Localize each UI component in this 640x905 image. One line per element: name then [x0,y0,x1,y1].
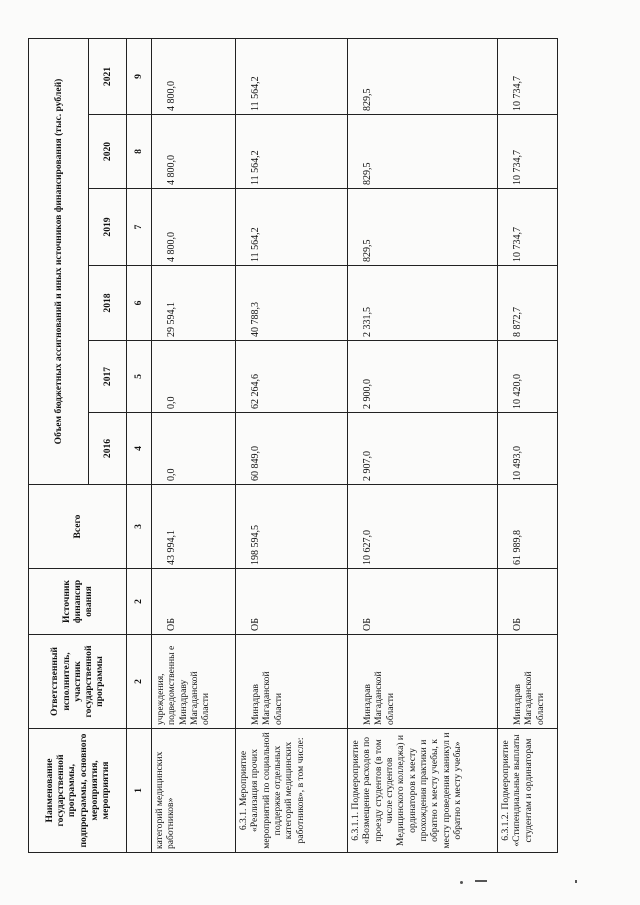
header-executor: Ответственный исполнитель, участник государственной программы [29,635,127,729]
header-year-2017: 2017 [89,341,127,413]
row-value-2017: 10 420,0 [498,341,558,413]
row-value-2020: 11 564,2 [236,115,348,189]
row-value-2018: 8 872,7 [498,266,558,341]
row-source: ОБ [348,569,498,635]
row-value-2020: 829,5 [348,115,498,189]
row-value-2016: 60 849,0 [236,413,348,485]
table-row [348,38,498,852]
row-source: ОБ [236,569,348,635]
row-value-2020: 4 800,0 [152,115,236,189]
row-value-2019: 4 800,0 [152,189,236,266]
funding-table [28,38,558,853]
col-number: 4 [127,413,152,485]
table-row [152,38,236,852]
row-value-2016: 10 493,0 [498,413,558,485]
col-number: 6 [127,266,152,341]
table-row [236,38,348,852]
scan-speck [575,880,577,883]
row-executor: Минздрав Магаданской области [498,635,558,729]
row-value-2017: 0,0 [152,341,236,413]
row-value-2019: 829,5 [348,189,498,266]
header-row-1 [29,38,89,852]
row-value-2016: 2 907,0 [348,413,498,485]
header-name: Наименование государственной программы, подпрограммы, основного мероприятия, мероприятия [29,729,127,853]
row-value-2018: 29 594,1 [152,266,236,341]
row-value-2017: 62 264,6 [236,341,348,413]
col-number: 8 [127,115,152,189]
row-total: 10 627,0 [348,485,498,569]
row-source: ОБ [498,569,558,635]
col-number: 9 [127,38,152,114]
row-executor: учреждения, подведомственны е Минздраву Магаданской области [152,635,236,729]
row-value-2019: 10 734,7 [498,189,558,266]
col-number: 2 [127,635,152,729]
col-number: 3 [127,485,152,569]
row-value-2021: 11 564,2 [236,38,348,114]
row-value-2016: 0,0 [152,413,236,485]
header-year-2021: 2021 [89,38,127,114]
row-source: ОБ [152,569,236,635]
row-value-2019: 11 564,2 [236,189,348,266]
row-total: 198 594,5 [236,485,348,569]
header-total: Всего [29,485,127,569]
scan-speck [460,881,463,884]
header-year-2016: 2016 [89,413,127,485]
column-number-row [127,38,152,852]
row-value-2021: 4 800,0 [152,38,236,114]
row-value-2018: 2 331,5 [348,266,498,341]
header-source: Источник финансир ования [29,569,127,635]
header-year-2020: 2020 [89,115,127,189]
row-total: 43 994,1 [152,485,236,569]
header-funding-group: Объем бюджетных ассигнований и иных источников финансирования (тыс. рублей) [29,38,89,484]
table-row [498,38,558,852]
header-year-2019: 2019 [89,189,127,266]
row-name: 6.3.1.2. Подмероприятие «Стипендиальные выплаты студентам и ординаторам [498,729,558,853]
rotated-table-wrapper [28,39,620,853]
row-name: 6.3.1.1. Подмероприятие «Возмещение расходов по проезду студентов (в том числе студентов Медицинского колледжа) и ординаторов к месту прохождения практики и обратно к месту учебы, к месту проведения каникул и обратно к месту учебы» [348,729,498,853]
row-executor: Минздрав Магаданской области [348,635,498,729]
row-name: категорий медицинских работников» [152,729,236,853]
row-value-2018: 40 788,3 [236,266,348,341]
row-value-2021: 829,5 [348,38,498,114]
scan-speck [475,880,487,882]
col-number: 1 [127,729,152,853]
header-year-2018: 2018 [89,266,127,341]
row-executor: Минздрав Магаданской области [236,635,348,729]
col-number: 2 [127,569,152,635]
row-value-2020: 10 734,7 [498,115,558,189]
col-number: 5 [127,341,152,413]
row-value-2021: 10 734,7 [498,38,558,114]
row-value-2017: 2 900,0 [348,341,498,413]
col-number: 7 [127,189,152,266]
row-name: 6.3.1. Мероприятие «Реализация прочих мероприятий по социальной поддержке отдельных категорий медицинских работников», в том числе: [236,729,348,853]
row-total: 61 989,8 [498,485,558,569]
